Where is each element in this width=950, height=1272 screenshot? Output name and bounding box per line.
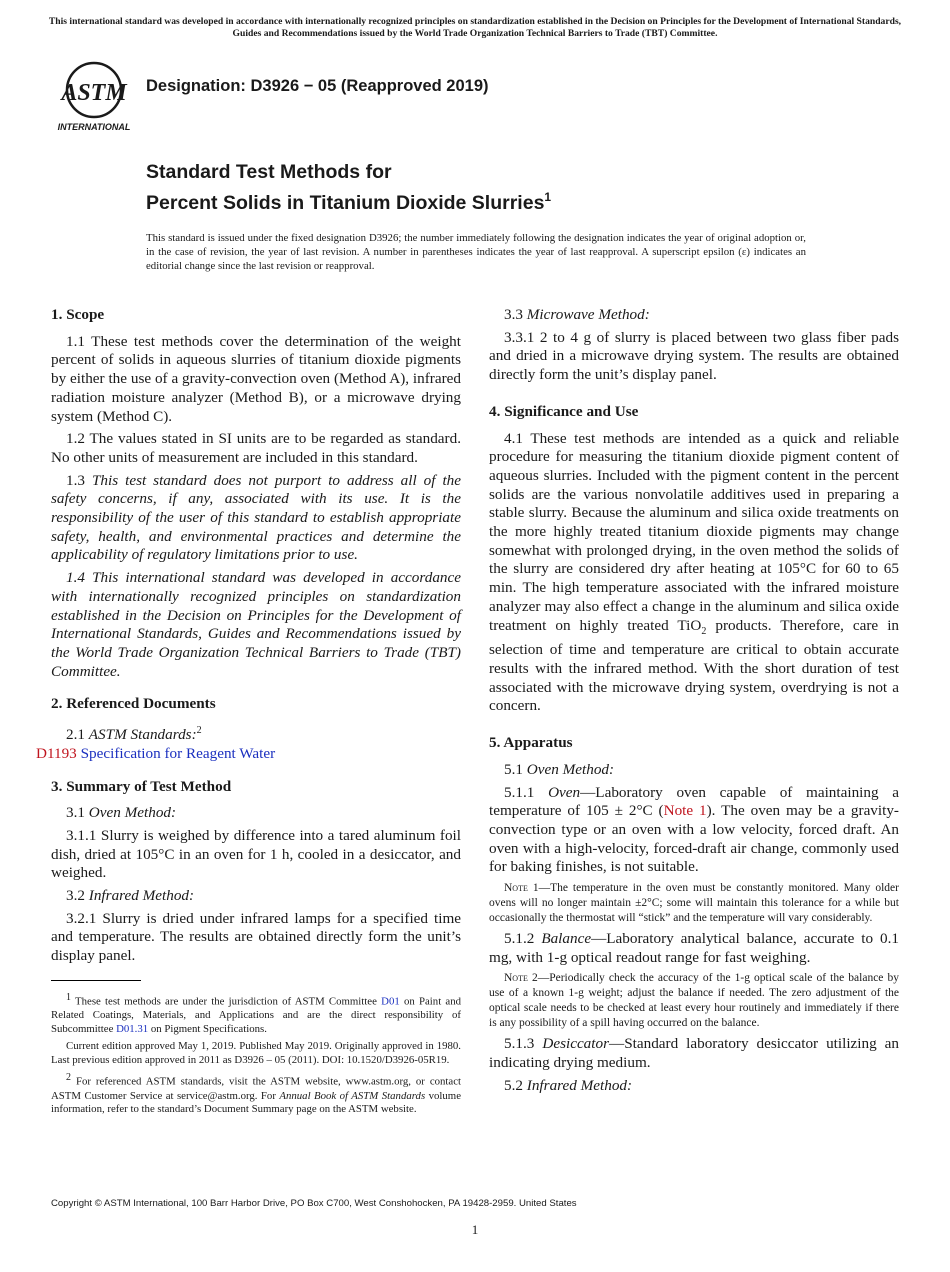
para-1-3: 1.3 This test standard does not purport to address all of the safety concerns, if any, associated with its use. It is the responsibility of the user of this standard to establish appropriate safety, health, and environmental practices and determine the applicability of regulatory limitations prior to use. — [51, 471, 461, 564]
para-4-1: 4.1 These test methods are intended as a quick and reliable procedure for measuring the titanium dioxide pigment content of aqueous slurries. Included with the pigment content in the percent solids are the various nonvolatile additives used in preparing a stable slurry. Because the aluminum and silica oxide treatments on the more highly treated titanium dioxide pigments may change somewhat with prolonged drying, in the oven method the solids of the slurry are considered dry after heating at 105°C for 60 to 65 min. The high temperature associated with the infrared moisture analyzer may also effect a change in the aluminum and silica oxide treatment on highly treated TiO$_2$ products. Therefore, care in selection of time and temperature are critical to obtain accurate results with the infrared method. With the short duration of test associated with the microwave drying system, overdrying is not a concern. — [489, 429, 900, 715]
note-1: Note 1—The temperature in the oven must be constantly monitored. Many older ovens will no longer maintain ±2°C; some will maintain this tolerance for a while but occasionally the thermostat will “stick” and the temperature will vary considerably. — [489, 882, 899, 925]
para-3-1: 3.1 Oven Method: — [66, 804, 177, 822]
para-1-4: 1.4 This international standard was developed in accordance with internationally recognized principles on standardization established in the Decision on Principles for the Development of International Standards, Guides and Recommendations issued by the World Trade Organization Technical Barriers to Trade (TBT) Committee. — [51, 569, 461, 680]
para-3-3-1: 3.3.1 2 to 4 g of slurry is placed between two glass fiber pads and dried in a microwave drying system. The results are obtained directly form the unit’s display panel. — [489, 328, 899, 384]
para-3-3: 3.3 Microwave Method: — [504, 306, 650, 323]
subcommittee-d01-31-link[interactable]: D01.31 — [116, 1022, 149, 1035]
footnote-1: $^1$ These test methods are under the jurisdiction of ASTM Committee D01 on Paint and Related Coatings, Materials, and Applications and are the direct responsibility of Subcommittee D01.31 on Pigment Specifications. — [51, 991, 462, 1035]
ref-d1193-link[interactable]: D1193 — [36, 744, 77, 762]
section-5-heading: 5. Apparatus — [489, 734, 573, 752]
para-5-2: 5.2 Infrared Method: — [504, 1076, 633, 1094]
copyright-footer: Copyright © ASTM International, 100 Barr Harbor Drive, PO Box C700, West Conshohocken, PA 19428-2959. United States — [51, 1198, 577, 1209]
para-1-1: 1.1 These test methods cover the determination of the weight percent of solids in aqueous slurries of titanium dioxide pigments by either the use of a gravity-convection oven (Method A), infrared radiation moisture analyzer (Method B), or a microwave drying system (Method C). — [51, 332, 461, 425]
para-1-2: 1.2 The values stated in SI units are to be regarded as standard. No other units of measurement are included in this standard. — [51, 430, 461, 466]
left-column — [36, 306, 462, 1121]
footnote-rule — [51, 980, 141, 981]
section-4-heading: 4. Significance and Use — [489, 402, 639, 420]
title-footnote-mark[interactable]: 1 — [544, 190, 552, 204]
note-1-link[interactable]: Note 1 — [663, 802, 707, 820]
top-notice: This international standard was developed in accordance with internationally recognized principles on standardization established in the Decision on Principles for the Development of International Standards, Guides and Recommendations issued by the World Trade Organization Technical Barriers to Trade (TBT) Committee. — [48, 16, 902, 39]
para-2-1: 2.1 ASTM Standards:$^2$ D1193 Specification for Reagent Water — [36, 725, 276, 762]
issue-statement: This standard is issued under the fixed designation D3926; the number immediately following the designation indicates the year of original adoption or, in the case of revision, the year of last revision. A number in parentheses indicates the year of last reapproval. A superscript epsilon (ε) indicates an editorial change since the last revision or reapproval. — [146, 232, 806, 272]
para-3-2: 3.2 Infrared Method: — [66, 887, 195, 905]
title-line-2: Percent Solids in Titanium Dioxide Slurries$^1$ — [146, 190, 552, 214]
section-3-heading: 3. Summary of Test Method — [51, 777, 232, 795]
astm-logo — [52, 56, 136, 136]
page-number: 1 — [471, 1222, 479, 1237]
note-2: Note 2—Periodically check the accuracy of the 1-g optical scale of the balance by use of a known 1-g weight; adjust the balance if needed. The zero adjustment of the optical scale needs to be checked at least every hour routinely and immediately if there is any possibility of a spill having occurred on the balance. — [489, 972, 899, 1030]
title-line-1: Standard Test Methods for — [146, 161, 392, 183]
para-5-1: 5.1 Oven Method: — [504, 760, 615, 778]
para-3-2-1: 3.2.1 Slurry is dried under infrared lamps for a specified time and temperature. The results are obtained directly form the unit’s display panel. — [51, 909, 461, 965]
logo-wordmark: ASTM — [61, 80, 127, 106]
para-5-1-1: 5.1.1 Oven—Laboratory oven capable of maintaining a temperature of 105 ± 2°C (Note 1). The oven may be a gravity-convection type or an oven with a low velocity, forced draft. An oven with a high-velocity, forced-draft air change, commonly used for baking finishes, is not suitable. — [489, 783, 899, 876]
section-1-heading: 1. Scope — [51, 306, 105, 323]
para-3-1-1: 3.1.1 Slurry is weighed by difference into a tared aluminum foil dish, dried at 105°C in an oven for 1 h, cooled in a desiccator, and weighed. — [51, 826, 461, 882]
designation: Designation: D3926 − 05 (Reapproved 2019) — [146, 77, 489, 95]
para-5-1-2: 5.1.2 Balance—Laboratory analytical balance, accurate to 0.1 mg, with 1-g optical readout range for fast weighing. — [489, 930, 899, 966]
logo-subtext: INTERNATIONAL — [57, 122, 131, 132]
section-2-heading: 2. Referenced Documents — [51, 695, 216, 713]
ref-reagent-water-link[interactable]: Specification for Reagent Water — [80, 744, 276, 762]
footnote-1-edition: Current edition approved May 1, 2019. Published May 2019. Originally approved in 1980. Last previous edition approved in 2011 as D3926 – 05 (2011). DOI: 10.1520/D3926-05R19. — [51, 1040, 461, 1066]
para-5-1-3: 5.1.3 Desiccator—Standard laboratory desiccator utilizing an indicating drying medium. — [489, 1035, 899, 1072]
document-title — [146, 160, 551, 216]
right-column — [489, 306, 899, 1100]
committee-d01-link[interactable]: D01 — [381, 995, 400, 1008]
footnote-2: $^2$ For referenced ASTM standards, visit the ASTM website, www.astm.org, or contact ASTM Customer Service at service@astm.org. For Annual Book of ASTM Standards volume information, refer to the standard’s Document Summary page on the ASTM website. — [51, 1072, 461, 1116]
